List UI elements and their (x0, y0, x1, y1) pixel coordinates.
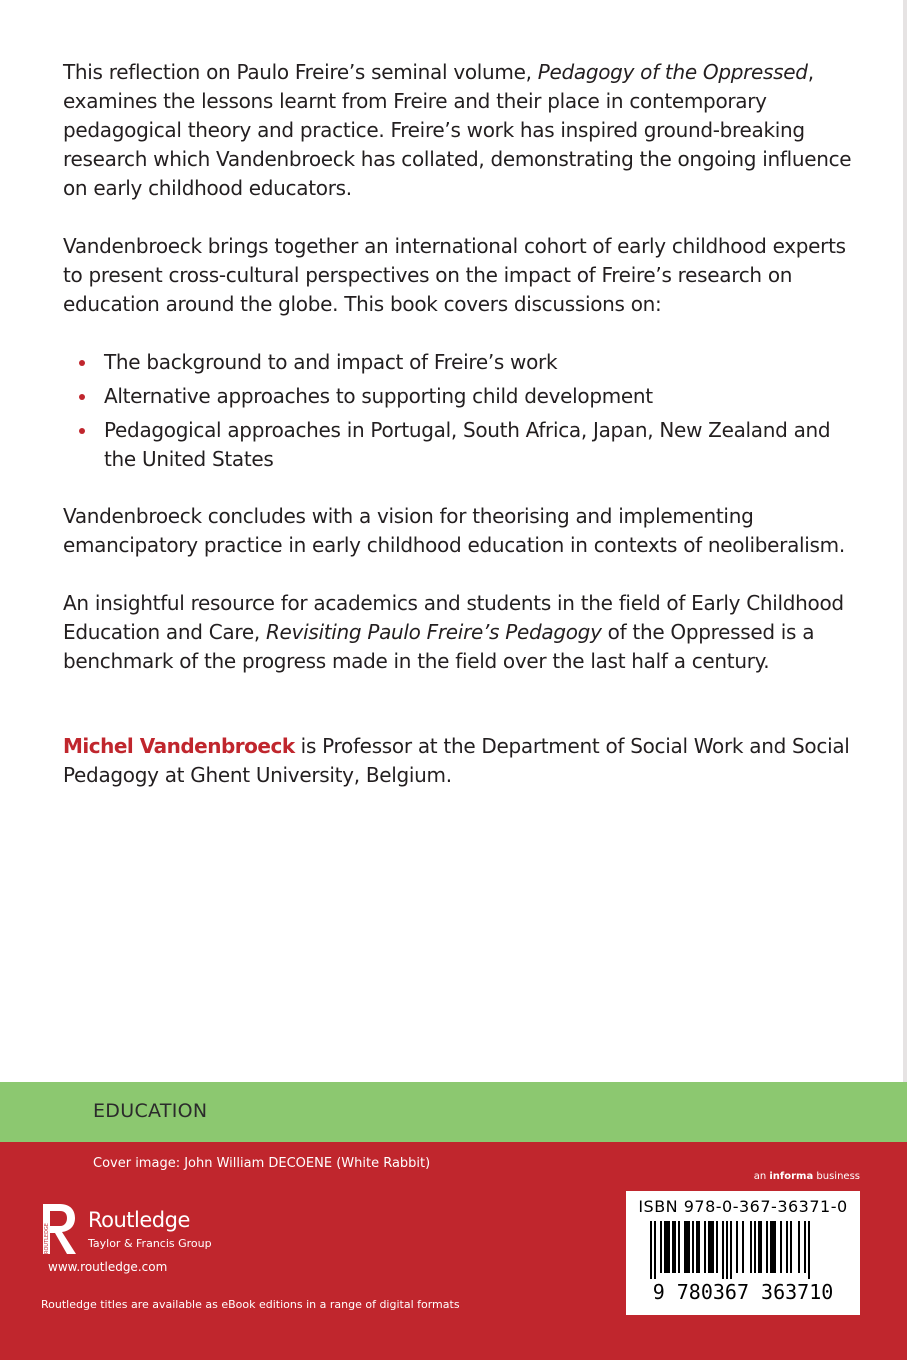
barcode-bar (758, 1221, 762, 1273)
barcode-bar (736, 1221, 738, 1273)
barcode-bar (808, 1221, 810, 1279)
book-title-italic: Pedagogy of the Oppressed (537, 60, 808, 84)
barcode-bar (770, 1221, 776, 1273)
barcode-bar (790, 1221, 792, 1273)
barcode-bar (708, 1221, 714, 1273)
list-item: Alternative approaches to supporting child development (63, 382, 853, 411)
barcode-digits: 9 780367 363710 (652, 1280, 834, 1304)
book-title-italic: Revisiting Paulo Freire’s Pedagogy (265, 620, 602, 644)
barcode-bar (692, 1221, 694, 1273)
routledge-logo (40, 1202, 250, 1262)
topics-list (63, 348, 853, 474)
list-item: Pedagogical approaches in Portugal, South Africa, Japan, New Zealand and the United States (63, 416, 853, 474)
author-bio: Michel Vandenbroeck is Professor at the Department of Social Work and Social Pedagogy at Ghent University, Belgium. (63, 734, 850, 787)
informa-tagline: an informa business (753, 1171, 860, 1182)
barcode-bar (726, 1221, 728, 1279)
barcode-bars (636, 1221, 850, 1279)
ebook-note: Routledge titles are available as eBook editions in a range of digital formats (41, 1298, 460, 1311)
bullet-icon (79, 360, 85, 366)
list-item: The background to and impact of Freire’s work (63, 348, 853, 377)
barcode-bar (722, 1221, 724, 1279)
barcode-bar (766, 1221, 768, 1273)
bullet-icon (79, 394, 85, 400)
cover-credit: Cover image: John William DECOENE (White Rabbit) (93, 1156, 431, 1171)
barcode-bar (650, 1221, 652, 1279)
back-cover-blurb (63, 58, 853, 790)
barcode-bar (684, 1221, 690, 1273)
barcode-bar (664, 1221, 670, 1273)
subject-label: EDUCATION (93, 1100, 208, 1122)
barcode-bar (754, 1221, 756, 1273)
publisher-name: Routledge (88, 1208, 190, 1232)
isbn-barcode (626, 1191, 860, 1315)
blurb-paragraph-3: Vandenbroeck concludes with a vision for theorising and implementing emancipatory practice in early childhood education in contexts of neoliberalism. (63, 504, 845, 557)
barcode-bar (798, 1221, 800, 1273)
publisher-website: www.routledge.com (48, 1260, 168, 1274)
barcode-bar (672, 1221, 676, 1273)
barcode-bar (730, 1221, 732, 1279)
barcode-bar (678, 1221, 680, 1273)
barcode-bar (654, 1221, 656, 1279)
barcode-bar (780, 1221, 782, 1273)
blurb-paragraph-4: An insightful resource for academics and students in the field of Early Childhood Education and Care, Revisiting Paulo Freire’s Pedagogy of the Oppressed is a benchmark of the progress made in the field over the last half a century. (63, 591, 844, 673)
barcode-bar (786, 1221, 788, 1273)
publisher-group: Taylor & Francis Group (88, 1237, 212, 1250)
barcode-bar (704, 1221, 706, 1273)
routledge-r-icon (40, 1202, 82, 1258)
barcode-bar (696, 1221, 700, 1273)
barcode-bar (742, 1221, 744, 1273)
blurb-paragraph-1: This reflection on Paulo Freire’s seminal volume, Pedagogy of the Oppressed, examines the lessons learnt from Freire and their place in contemporary pedagogical theory and practice. Freire’s work has inspired ground-breaking research which Vandenbroeck has collated, demonstrating the ongoing influence on early childhood educators. (63, 60, 852, 200)
publisher-band (0, 1142, 907, 1360)
subject-band (0, 1082, 907, 1142)
barcode-bar (716, 1221, 718, 1273)
isbn-number: ISBN 978-0-367-36371-0 (638, 1197, 848, 1216)
svg-text:ROUTLEDGE: ROUTLEDGE (44, 1223, 50, 1254)
barcode-bar (660, 1221, 662, 1273)
barcode-bar (750, 1221, 752, 1273)
author-name: Michel Vandenbroeck (63, 734, 295, 758)
barcode-bar (804, 1221, 806, 1273)
bullet-icon (79, 428, 85, 434)
blurb-paragraph-2: Vandenbroeck brings together an international cohort of early childhood experts to present cross-cultural perspectives on the impact of Freire’s research on education around the globe. This book covers discussions on: (63, 234, 846, 316)
